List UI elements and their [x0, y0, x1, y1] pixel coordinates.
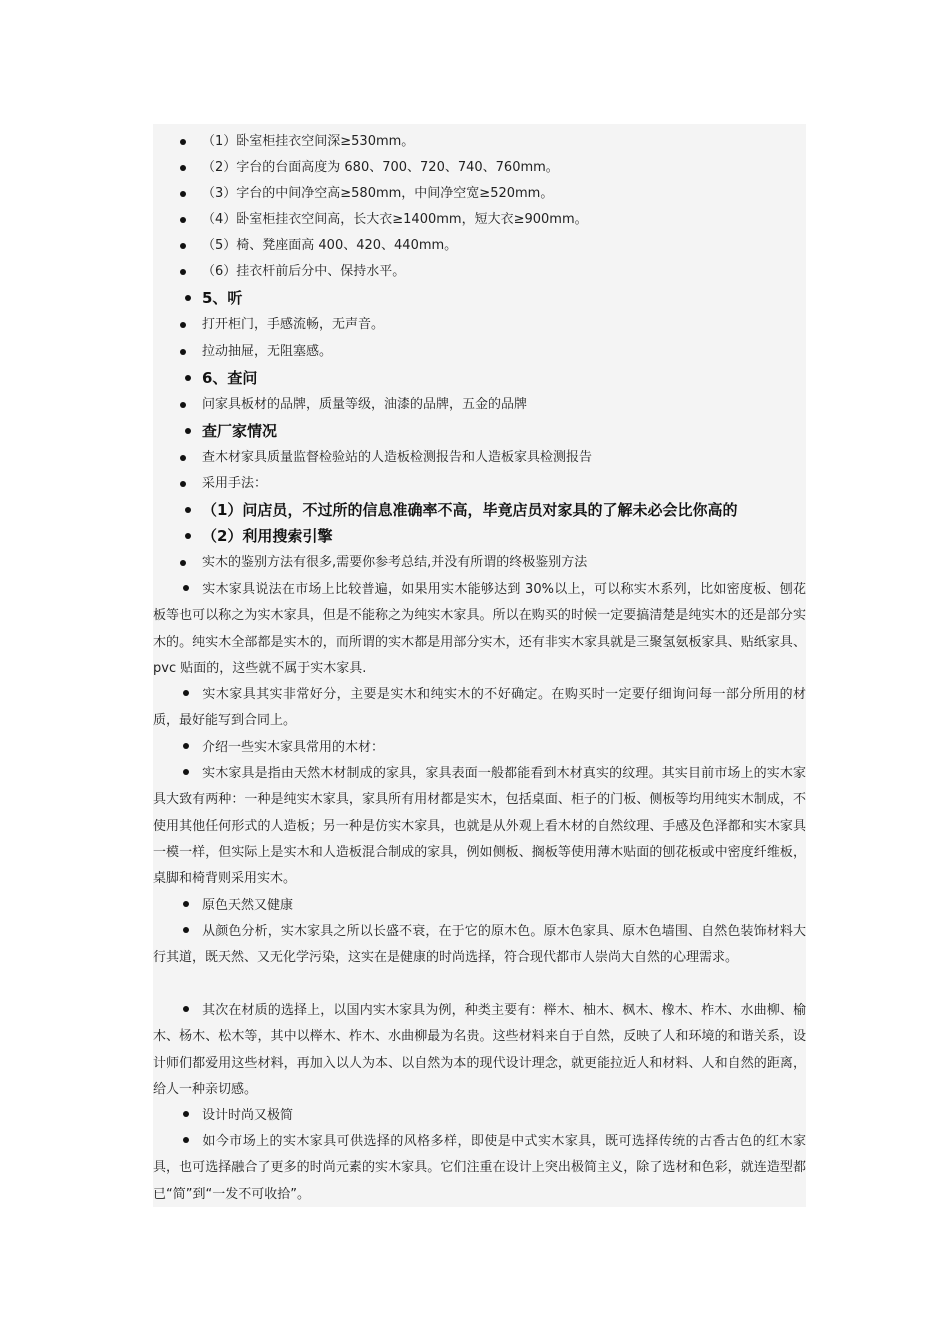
paragraph-item: [153, 735, 806, 761]
list-item: [153, 259, 806, 285]
paragraph-text: 原色天然又健康: [202, 898, 294, 913]
list-item: [153, 155, 806, 181]
list-item: [153, 339, 806, 365]
bullet-dot: [185, 507, 191, 513]
bullet-dot: [180, 243, 186, 249]
paragraph-item: [153, 919, 806, 972]
bullet-dot: [183, 1137, 189, 1143]
list-item-text: 问家具板材的品牌，质量等级，油漆的品牌，五金的品牌: [202, 397, 528, 412]
bullet-dot: [180, 455, 186, 461]
list-item-text: 实木的鉴别方法有很多,需要你参考总结,并没有所谓的终极鉴别方法: [202, 555, 588, 570]
section-heading-text: （1）问店员，不过所的信息准确率不高，毕竟店员对家具的了解未必会比你高的: [202, 501, 738, 519]
bullet-dot: [183, 927, 189, 933]
bullet-dot: [180, 269, 186, 275]
bullet-dot: [183, 1006, 189, 1012]
bullet-dot: [180, 322, 186, 328]
list-item: [153, 312, 806, 338]
list-item-text: （5）椅、凳座面高 400、420、440mm。: [202, 238, 458, 253]
list-item-text: 采用手法：: [202, 476, 268, 491]
bullet-dot: [180, 560, 186, 566]
bullet-dot: [185, 428, 191, 434]
bullet-dot: [180, 349, 186, 355]
paragraph-item: [153, 1129, 806, 1208]
list-item: [153, 445, 806, 471]
list-item: [153, 550, 806, 576]
bullet-dot: [183, 743, 189, 749]
list-item-text: （1）卧室柜挂衣空间深≥530mm。: [202, 134, 415, 149]
paragraph-text: 其次在材质的选择上，以国内实木家具为例，种类主要有：榉木、柚木、枫木、橡木、柞木、水曲柳、榆木、杨木、松木等，其中以榉木、柞木、水曲柳最为名贵。这些材料来自于自然，反映了人和环境的和谐关系，设计师们都爱用这些材料，再加入以人为本、以自然为本的现代设计理念，就更能拉近人和材料、人和自然的距离，给人一种亲切感。: [153, 1003, 806, 1097]
list-item: [153, 181, 806, 207]
bullet-dot: [180, 165, 186, 171]
bullet-dot: [180, 481, 186, 487]
list-item-text: 拉动抽屉，无阻塞感。: [202, 344, 333, 359]
section-heading: [153, 497, 806, 523]
paragraph-text: 实木家具说法在市场上比较普遍，如果用实木能够达到 30%以上，可以称实木系列，比如密度板、刨花板等也可以称之为实木家具，但是不能称之为纯实木家具。所以在购买的时候一定要搞清楚是纯实木的还是部分实木的。纯实木全部都是实木的，而所谓的实木都是用部分实木，还有非实木家具就是三聚氢氨板家具、贴纸家具、pvc 贴面的，这些就不属于实木家具.: [153, 582, 806, 676]
bullet-dot: [183, 585, 189, 591]
bullet-dot: [183, 690, 189, 696]
bullet-dot: [180, 217, 186, 223]
paragraph-text: 介绍一些实木家具常用的木材：: [202, 740, 385, 755]
paragraph-text: 实木家具是指由天然木材制成的家具，家具表面一般都能看到木材真实的纹理。其实目前市场上的实木家具大致有两种：一种是纯实木家具，家具所有用材都是实木，包括桌面、柜子的门板、侧板等均用纯实木制成，不使用其他任何形式的人造板；另一种是仿实木家具，也就是从外观上看木材的自然纹理、手感及色泽都和实木家具一模一样，但实际上是实木和人造板混合制成的家具，例如侧板、搁板等使用薄木贴面的刨花板或中密度纤维板，桌脚和椅背则采用实木。: [153, 766, 806, 887]
bullet-dot: [185, 533, 191, 539]
list-item-text: （3）字台的中间净空高≥580mm，中间净空宽≥520mm。: [202, 186, 554, 201]
bullet-dot: [180, 191, 186, 197]
paragraph-item: [153, 577, 806, 682]
section-heading: [153, 365, 806, 391]
document-content-panel: [153, 124, 806, 1207]
bullet-dot: [185, 295, 191, 301]
section-heading: [153, 523, 806, 549]
list-item: [153, 471, 806, 497]
paragraph-item: [153, 1103, 806, 1129]
paragraph-item: [153, 682, 806, 735]
paragraph-item: [153, 761, 806, 892]
list-item: [153, 233, 806, 259]
section-heading: [153, 285, 806, 311]
list-item-text: （4）卧室柜挂衣空间高，长大衣≥1400mm，短大衣≥900mm。: [202, 212, 588, 227]
bullet-dot: [180, 402, 186, 408]
section-heading-text: （2）利用搜索引擎: [202, 527, 333, 545]
section-heading-text: 5、听: [202, 289, 243, 307]
list-item-text: 查木材家具质量监督检验站的人造板检测报告和人造板家具检测报告: [202, 450, 593, 465]
bullet-dot: [185, 375, 191, 381]
section-heading-text: 6、查问: [202, 369, 258, 387]
paragraph-text: 如今市场上的实木家具可供选择的风格多样，即使是中式实木家具，既可选择传统的古香古色的红木家具，也可选择融合了更多的时尚元素的实木家具。它们注重在设计上突出极简主义，除了选材和色彩，就连造型都已“简”到“一发不可收拾”。: [153, 1134, 806, 1202]
bullet-dot: [183, 1111, 189, 1117]
section-heading-text: 查厂家情况: [202, 422, 278, 440]
bullet-dot: [180, 139, 186, 145]
paragraph-item: [153, 998, 806, 1103]
paragraph-item: [153, 893, 806, 919]
list-item: [153, 392, 806, 418]
paragraph-text: 从颜色分析，实木家具之所以长盛不衰，在于它的原木色。原木色家具、原木色墙围、自然色装饰材料大行其道，既天然、又无化学污染，这实在是健康的时尚选择，符合现代都市人崇尚大自然的心理需求。: [153, 924, 806, 966]
section-heading: [153, 418, 806, 444]
list-item-text: （6）挂衣杆前后分中、保持水平。: [202, 264, 406, 279]
list-item: [153, 129, 806, 155]
paragraph-text: 实木家具其实非常好分，主要是实木和纯实木的不好确定。在购买时一定要仔细询问每一部分所用的材质，最好能写到合同上。: [153, 687, 806, 729]
list-item-text: 打开柜门，手感流畅，无声音。: [202, 317, 385, 332]
bullet-dot: [183, 769, 189, 775]
bullet-dot: [183, 901, 189, 907]
list-item-text: （2）字台的台面高度为 680、700、720、740、760mm。: [202, 160, 559, 175]
list-item: [153, 207, 806, 233]
paragraph-text: 设计时尚又极简: [202, 1108, 294, 1123]
